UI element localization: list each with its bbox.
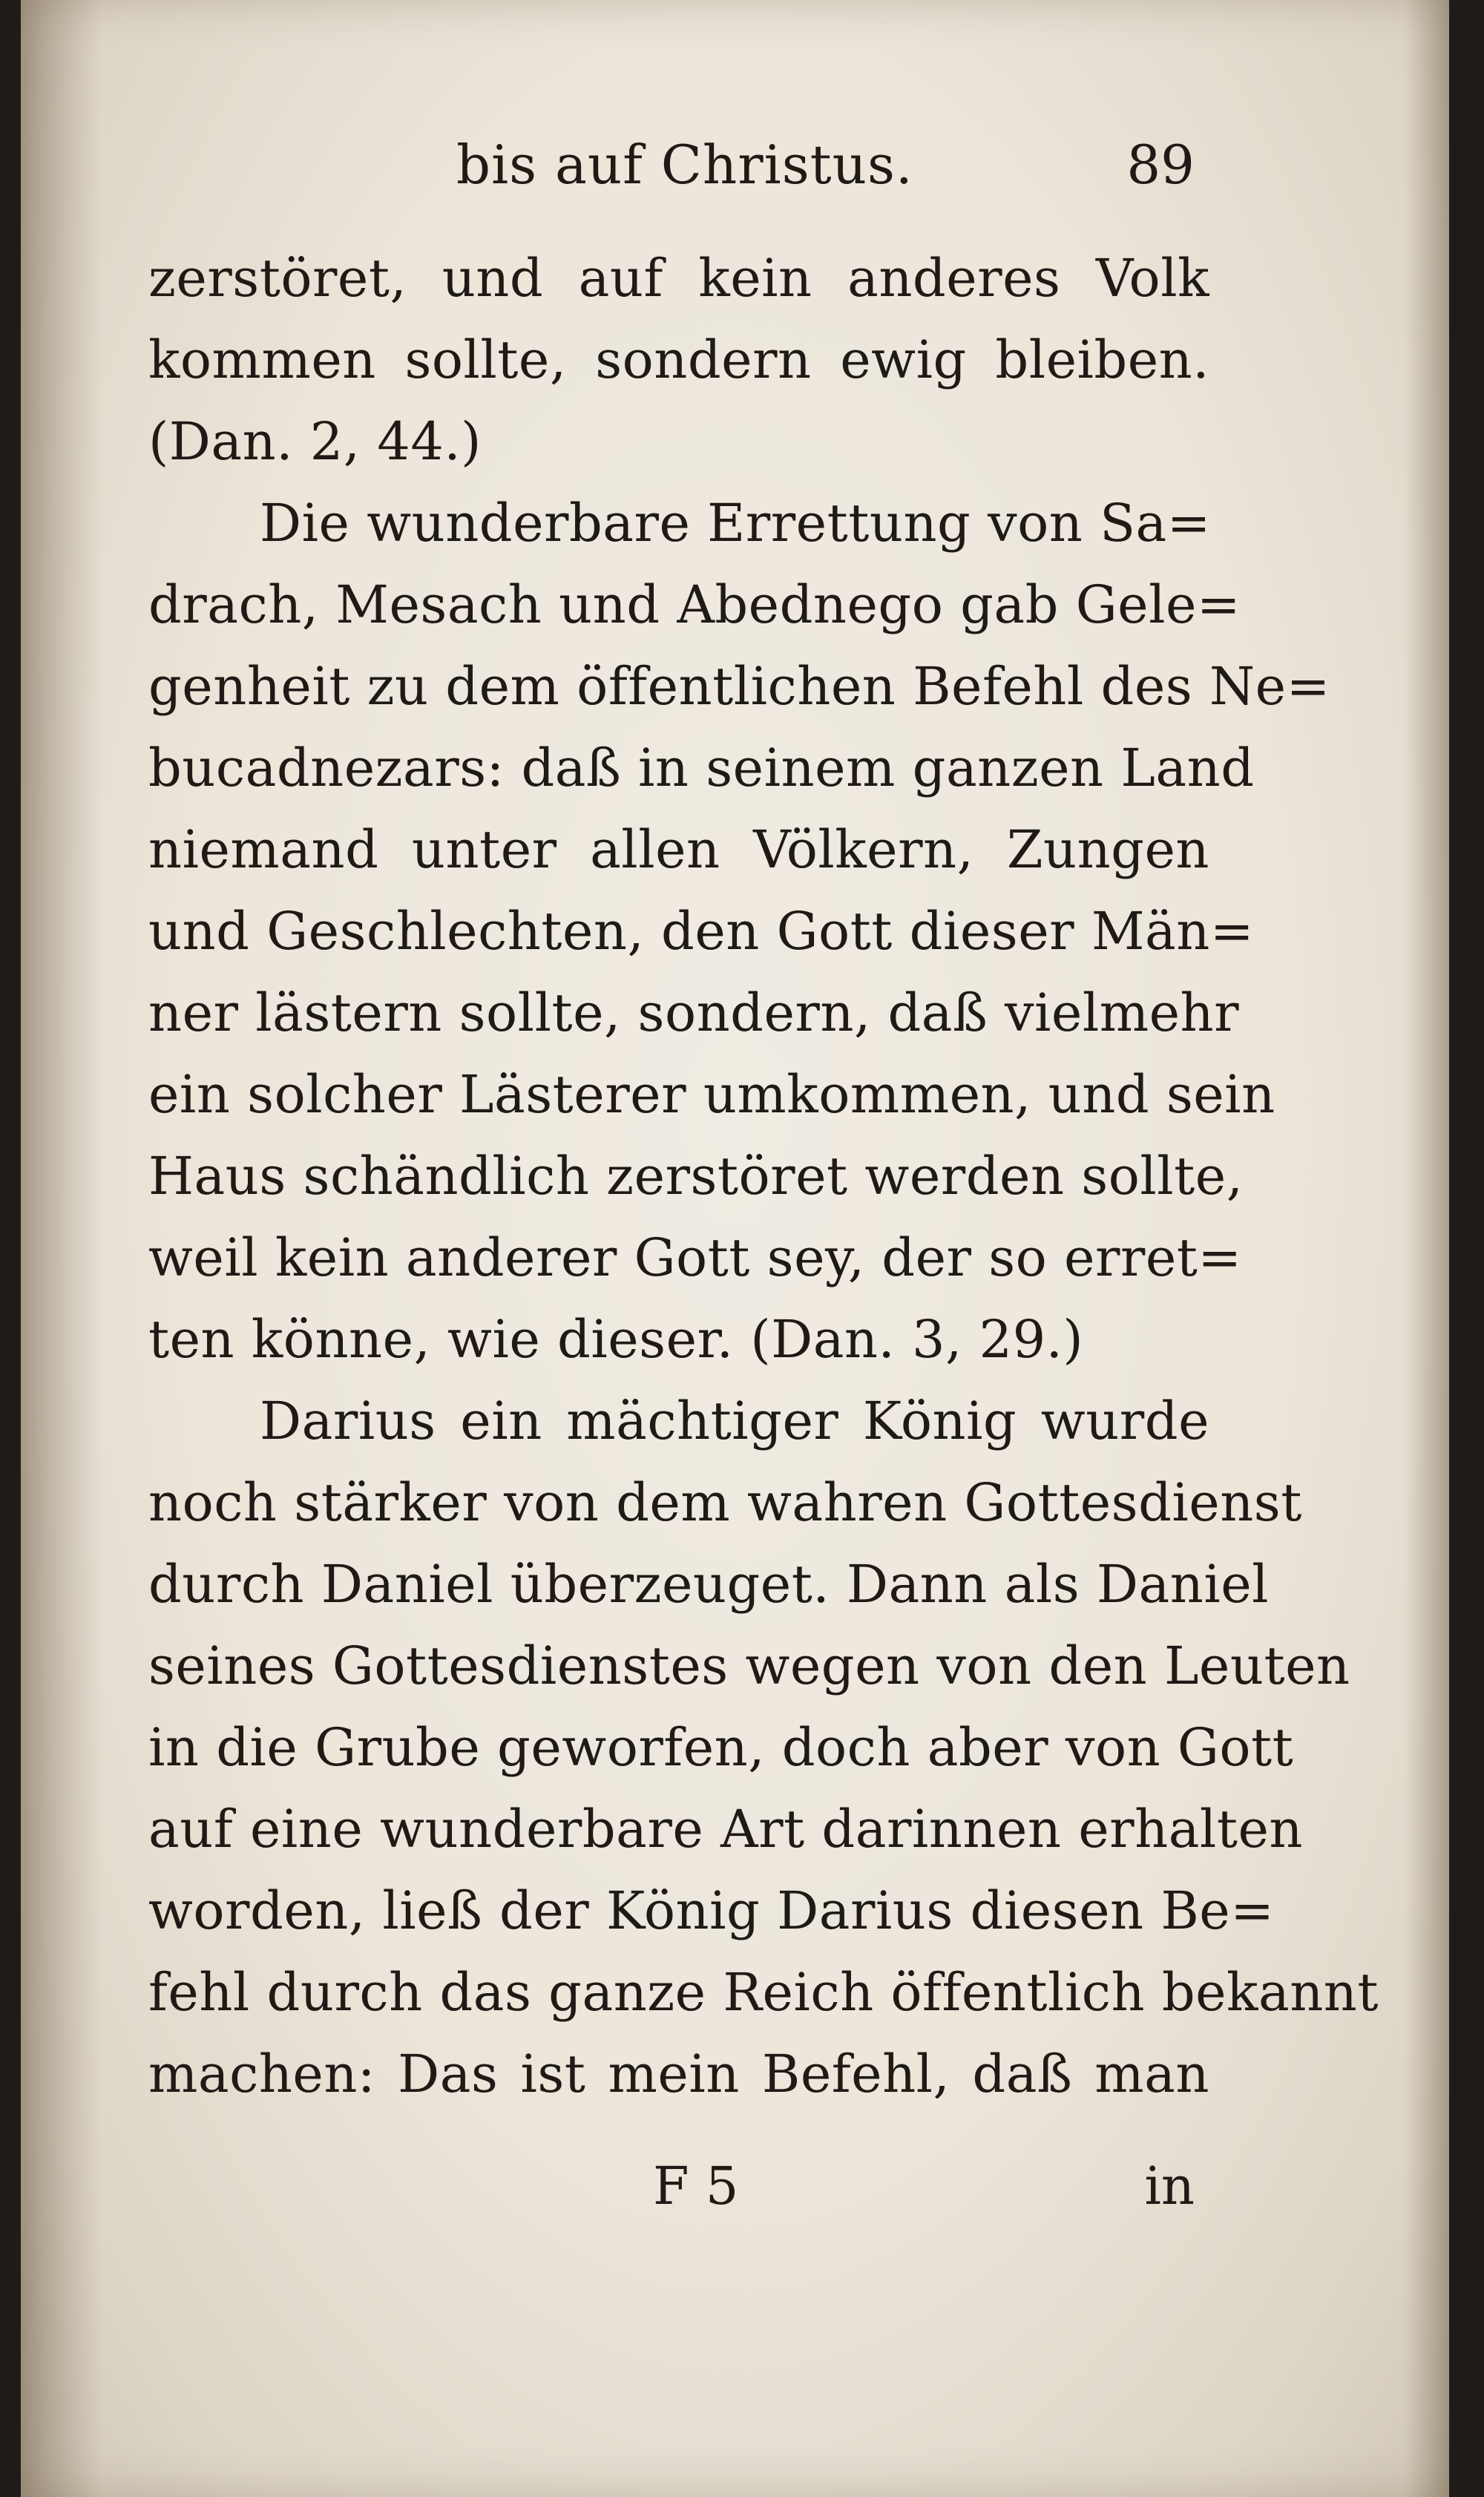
text-line: fehl durch das ganze Reich öffentlich bekannt [148,1962,1379,2023]
text-line: machen: Das ist mein Befehl, daß man [148,2044,1209,2104]
body-text [148,237,1379,2115]
text-line: drach, Mesach und Abednego gab Gele= [148,574,1241,635]
text-line: niemand unter allen Völkern, Zungen [148,819,1209,880]
page-number: 89 [1126,134,1195,196]
text-line: worden, ließ der König Darius diesen Be= [148,1880,1275,1941]
text-line: und Geschlechten, den Gott dieser Män= [148,901,1254,962]
text-line: noch stärker von dem wahren Gottesdienst [148,1472,1302,1533]
text-line: Die wunderbare Errettung von Sa= [260,493,1211,554]
text-line: bucadnezars: daß in seinem ganzen Land [148,738,1255,798]
page-gutter-shadow [21,0,102,2497]
text-line: kommen sollte, sondern ewig bleiben. [148,329,1209,390]
text-line: (Dan. 2, 44.) [148,411,482,472]
text-line: ten könne, wie dieser. (Dan. 3, 29.) [148,1309,1084,1370]
signature-mark: F 5 [653,2156,739,2217]
text-line: genheit zu dem öffentlichen Befehl des Ne= [148,656,1330,717]
page-edge-shadow [1405,0,1449,2497]
page-footer [148,2156,1209,2237]
running-title: bis auf Christus. [456,134,913,196]
text-line: auf eine wunderbare Art darinnen erhalten [148,1799,1303,1860]
text-line: seines Gottesdienstes wegen von den Leuten [148,1635,1350,1696]
text-line: ner lästern sollte, sondern, daß vielmehr [148,982,1240,1043]
text-line: Darius ein mächtiger König wurde [260,1391,1209,1451]
text-line: durch Daniel überzeuget. Dann als Daniel [148,1554,1270,1615]
text-line: in die Grube geworfen, doch aber von Gott [148,1717,1294,1778]
text-line: weil kein anderer Gott sey, der so erret= [148,1227,1242,1288]
running-head [148,134,1209,223]
text-line: zerstöret, und auf kein anderes Volk [148,248,1209,309]
text-line: Haus schändlich zerstöret werden sollte, [148,1146,1244,1207]
text-line: ein solcher Lästerer umkommen, und sein [148,1064,1275,1125]
catchword: in [1144,2156,1195,2217]
